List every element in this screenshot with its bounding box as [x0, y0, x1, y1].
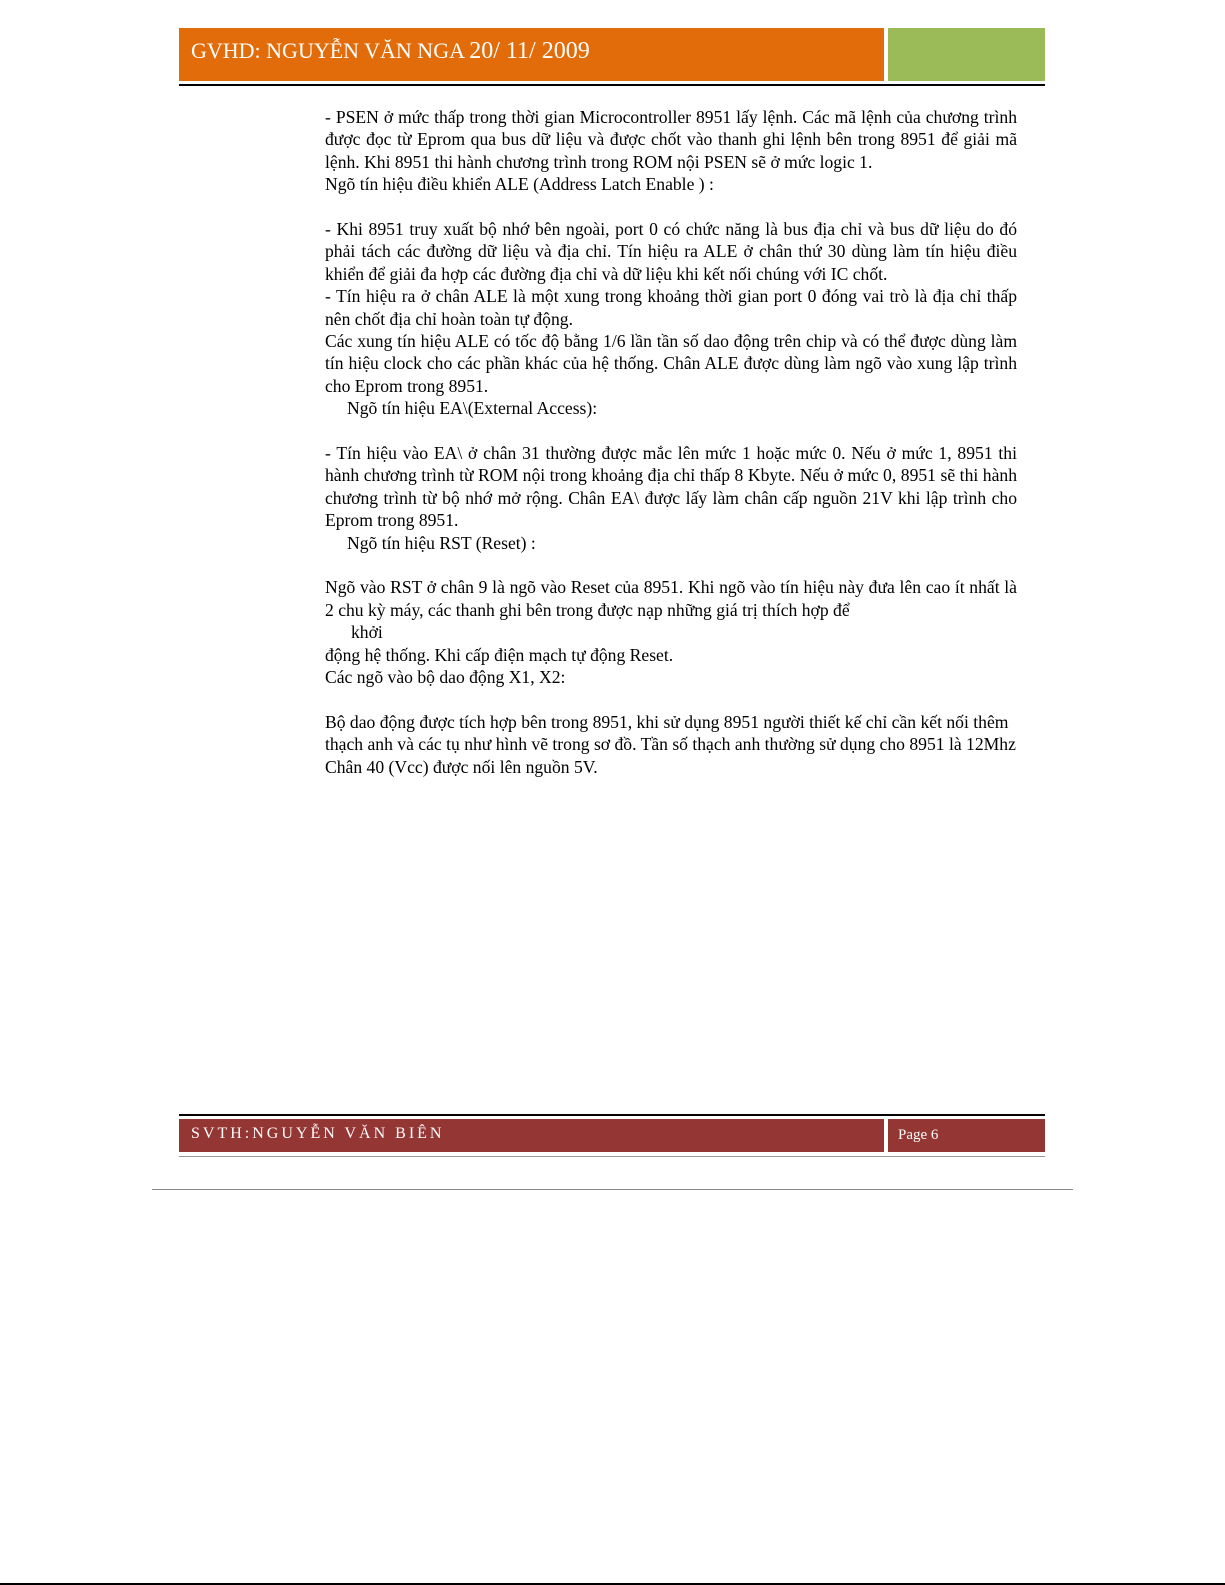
heading-ea: Ngõ tín hiệu EA\(External Access): [347, 398, 598, 419]
footer-page-box [888, 1119, 1045, 1152]
document-body [325, 106, 1017, 778]
page-footer [179, 1119, 1045, 1152]
paragraph-rst-end: động hệ thống. Khi cấp điện mạch tự động Reset. [325, 644, 674, 665]
advisor-name: GVHD: NGUYỄN VĂN NGA [191, 38, 464, 63]
footer-student-bar [179, 1119, 884, 1152]
paragraph-psen: - PSEN ở mức thấp trong thời gian Microcontroller 8951 lấy lệnh. Các mã lệnh của chương trình được đọc từ Eprom qua bus dữ liệu và được chốt vào thanh ghi lệnh bên trong 8951 để giải mã lệnh. Khi 8951 thi hành chương trình trong ROM nội PSEN sẽ ở mức logic 1. [325, 107, 1017, 172]
page-number: Page 6 [898, 1127, 939, 1143]
page-edge-divider [152, 1189, 1073, 1190]
paragraph-ale-1: - Khi 8951 truy xuất bộ nhớ bên ngoài, port 0 có chức năng là bus địa chỉ và bus dữ liệu do đó phải tách các đường dữ liệu và địa chỉ. Tín hiệu ra ALE ở chân thứ 30 dùng làm tín hiệu điều khiển để giải đa hợp các đường địa chỉ và dữ liệu khi kết nối chúng với IC chốt. [325, 219, 1017, 284]
paragraph-ale-2: - Tín hiệu ra ở chân ALE là một xung trong khoảng thời gian port 0 đóng vai trò là địa chỉ thấp nên chốt địa chỉ hoàn toàn tự động. [325, 286, 1017, 329]
header-accent-block [888, 28, 1045, 81]
paragraph-vcc: Chân 40 (Vcc) được nối lên nguồn 5V. [325, 756, 598, 777]
spacer [325, 554, 1017, 576]
heading-rst: Ngõ tín hiệu RST (Reset) : [347, 532, 536, 553]
heading-oscillator: Các ngõ vào bộ dao động X1, X2: [325, 667, 566, 688]
heading-ale: Ngõ tín hiệu điều khiển ALE (Address Latch Enable ) : [325, 174, 714, 195]
page-header [179, 28, 1045, 81]
paragraph-oscillator: Bộ dao động được tích hợp bên trong 8951, khi sử dụng 8951 người thiết kế chỉ cần kết nối thêm thạch anh và các tụ như hình vẽ trong sơ đồ. Tần số thạch anh thường sử dụng cho 8951 là 12Mhz [325, 711, 1016, 755]
footer-underline [179, 1156, 1045, 1157]
spacer [325, 420, 1017, 442]
paragraph-rst: Ngõ vào RST ở chân 9 là ngõ vào Reset của 8951. Khi ngõ vào tín hiệu này đưa lên cao ít nhất là 2 chu kỳ máy, các thanh ghi bên trong được nạp những giá trị thích hợp để [325, 577, 1017, 620]
paragraph-ale-3: Các xung tín hiệu ALE có tốc độ bằng 1/6 lần tần số dao động trên chip và có thể được dùng làm tín hiệu clock cho các phần khác của hệ thống. Chân ALE được dùng làm ngõ vào xung lập trình cho Eprom trong 8951. [325, 331, 1017, 396]
header-title [191, 38, 590, 65]
spacer [325, 689, 1017, 711]
spacer [325, 196, 1017, 218]
student-name: SVTH:NGUYỄN VĂN BIÊN [191, 1125, 445, 1142]
header-date: 20/ 11/ 2009 [469, 38, 590, 64]
footer-rule [179, 1114, 1045, 1116]
paragraph-rst-word: khởi [351, 622, 383, 643]
header-title-bar [179, 28, 884, 81]
paragraph-ea: - Tín hiệu vào EA\ ở chân 31 thường được mắc lên mức 1 hoặc mức 0. Nếu ở mức 1, 8951 thi hành chương trình từ ROM nội trong khoảng địa chỉ thấp 8 Kbyte. Nếu ở mức 0, 8951 sẽ thi hành chương trình từ bộ nhớ mở rộng. Chân EA\ được lấy làm chân cấp nguồn 21V khi lập trình cho Eprom trong 8951. [325, 443, 1017, 531]
header-rule [179, 84, 1045, 86]
